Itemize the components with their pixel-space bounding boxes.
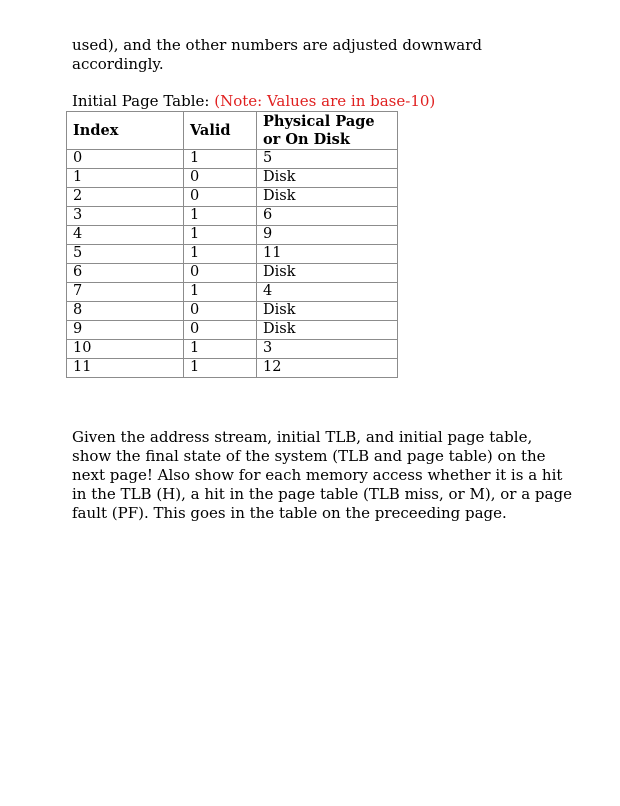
physical-page-cell: 3 (257, 340, 398, 359)
index-cell: 11 (67, 359, 184, 378)
physical-page-cell: Disk (257, 264, 398, 283)
table-row (67, 169, 398, 188)
valid-cell: 0 (184, 188, 257, 207)
table-row (67, 245, 398, 264)
valid-cell: 1 (184, 340, 257, 359)
physical-page-cell: 6 (257, 207, 398, 226)
valid-cell: 0 (184, 302, 257, 321)
table-caption (72, 92, 435, 111)
index-cell: 0 (67, 150, 184, 169)
index-cell: 9 (67, 321, 184, 340)
caption-note: (Note: Values are in base-10) (214, 92, 436, 110)
physical-page-cell: 9 (257, 226, 398, 245)
physical-page-cell: 11 (257, 245, 398, 264)
table-row (67, 283, 398, 302)
valid-cell: 1 (184, 283, 257, 302)
table-row (67, 226, 398, 245)
index-cell: 3 (67, 207, 184, 226)
table-row (67, 321, 398, 340)
valid-cell: 0 (184, 264, 257, 283)
valid-cell: 1 (184, 226, 257, 245)
valid-cell: 1 (184, 245, 257, 264)
index-cell: 7 (67, 283, 184, 302)
header-valid: Valid (184, 112, 257, 150)
physical-page-cell: 4 (257, 283, 398, 302)
header-physical-page: Physical Page or On Disk (257, 112, 398, 150)
physical-page-cell: Disk (257, 169, 398, 188)
page-table (66, 111, 398, 378)
table-row (67, 359, 398, 378)
intro-paragraph: used), and the other numbers are adjusted downward accordingly. (72, 36, 483, 73)
caption-label: Initial Page Table: (72, 92, 215, 110)
table-row (67, 340, 398, 359)
index-cell: 10 (67, 340, 184, 359)
table-row (67, 188, 398, 207)
physical-page-cell: Disk (257, 321, 398, 340)
table-row (67, 150, 398, 169)
valid-cell: 1 (184, 207, 257, 226)
valid-cell: 1 (184, 359, 257, 378)
physical-page-cell: Disk (257, 302, 398, 321)
table-row (67, 302, 398, 321)
valid-cell: 1 (184, 150, 257, 169)
physical-page-cell: 12 (257, 359, 398, 378)
valid-cell: 0 (184, 169, 257, 188)
index-cell: 8 (67, 302, 184, 321)
header-row (67, 112, 398, 150)
valid-cell: 0 (184, 321, 257, 340)
header-index: Index (67, 112, 184, 150)
index-cell: 6 (67, 264, 184, 283)
physical-page-cell: 5 (257, 150, 398, 169)
index-cell: 5 (67, 245, 184, 264)
index-cell: 2 (67, 188, 184, 207)
physical-page-cell: Disk (257, 188, 398, 207)
index-cell: 1 (67, 169, 184, 188)
table-row (67, 264, 398, 283)
table-row (67, 207, 398, 226)
question-paragraph: Given the address stream, initial TLB, and initial page table, show the final state of the system (TLB and page table) on the next page! Also show for each memory access whether it is a hit in the TLB (H), a hit in the page table (TLB miss, or M), or a page fault (PF). This goes in the table on the preceeding page. (72, 428, 572, 522)
index-cell: 4 (67, 226, 184, 245)
